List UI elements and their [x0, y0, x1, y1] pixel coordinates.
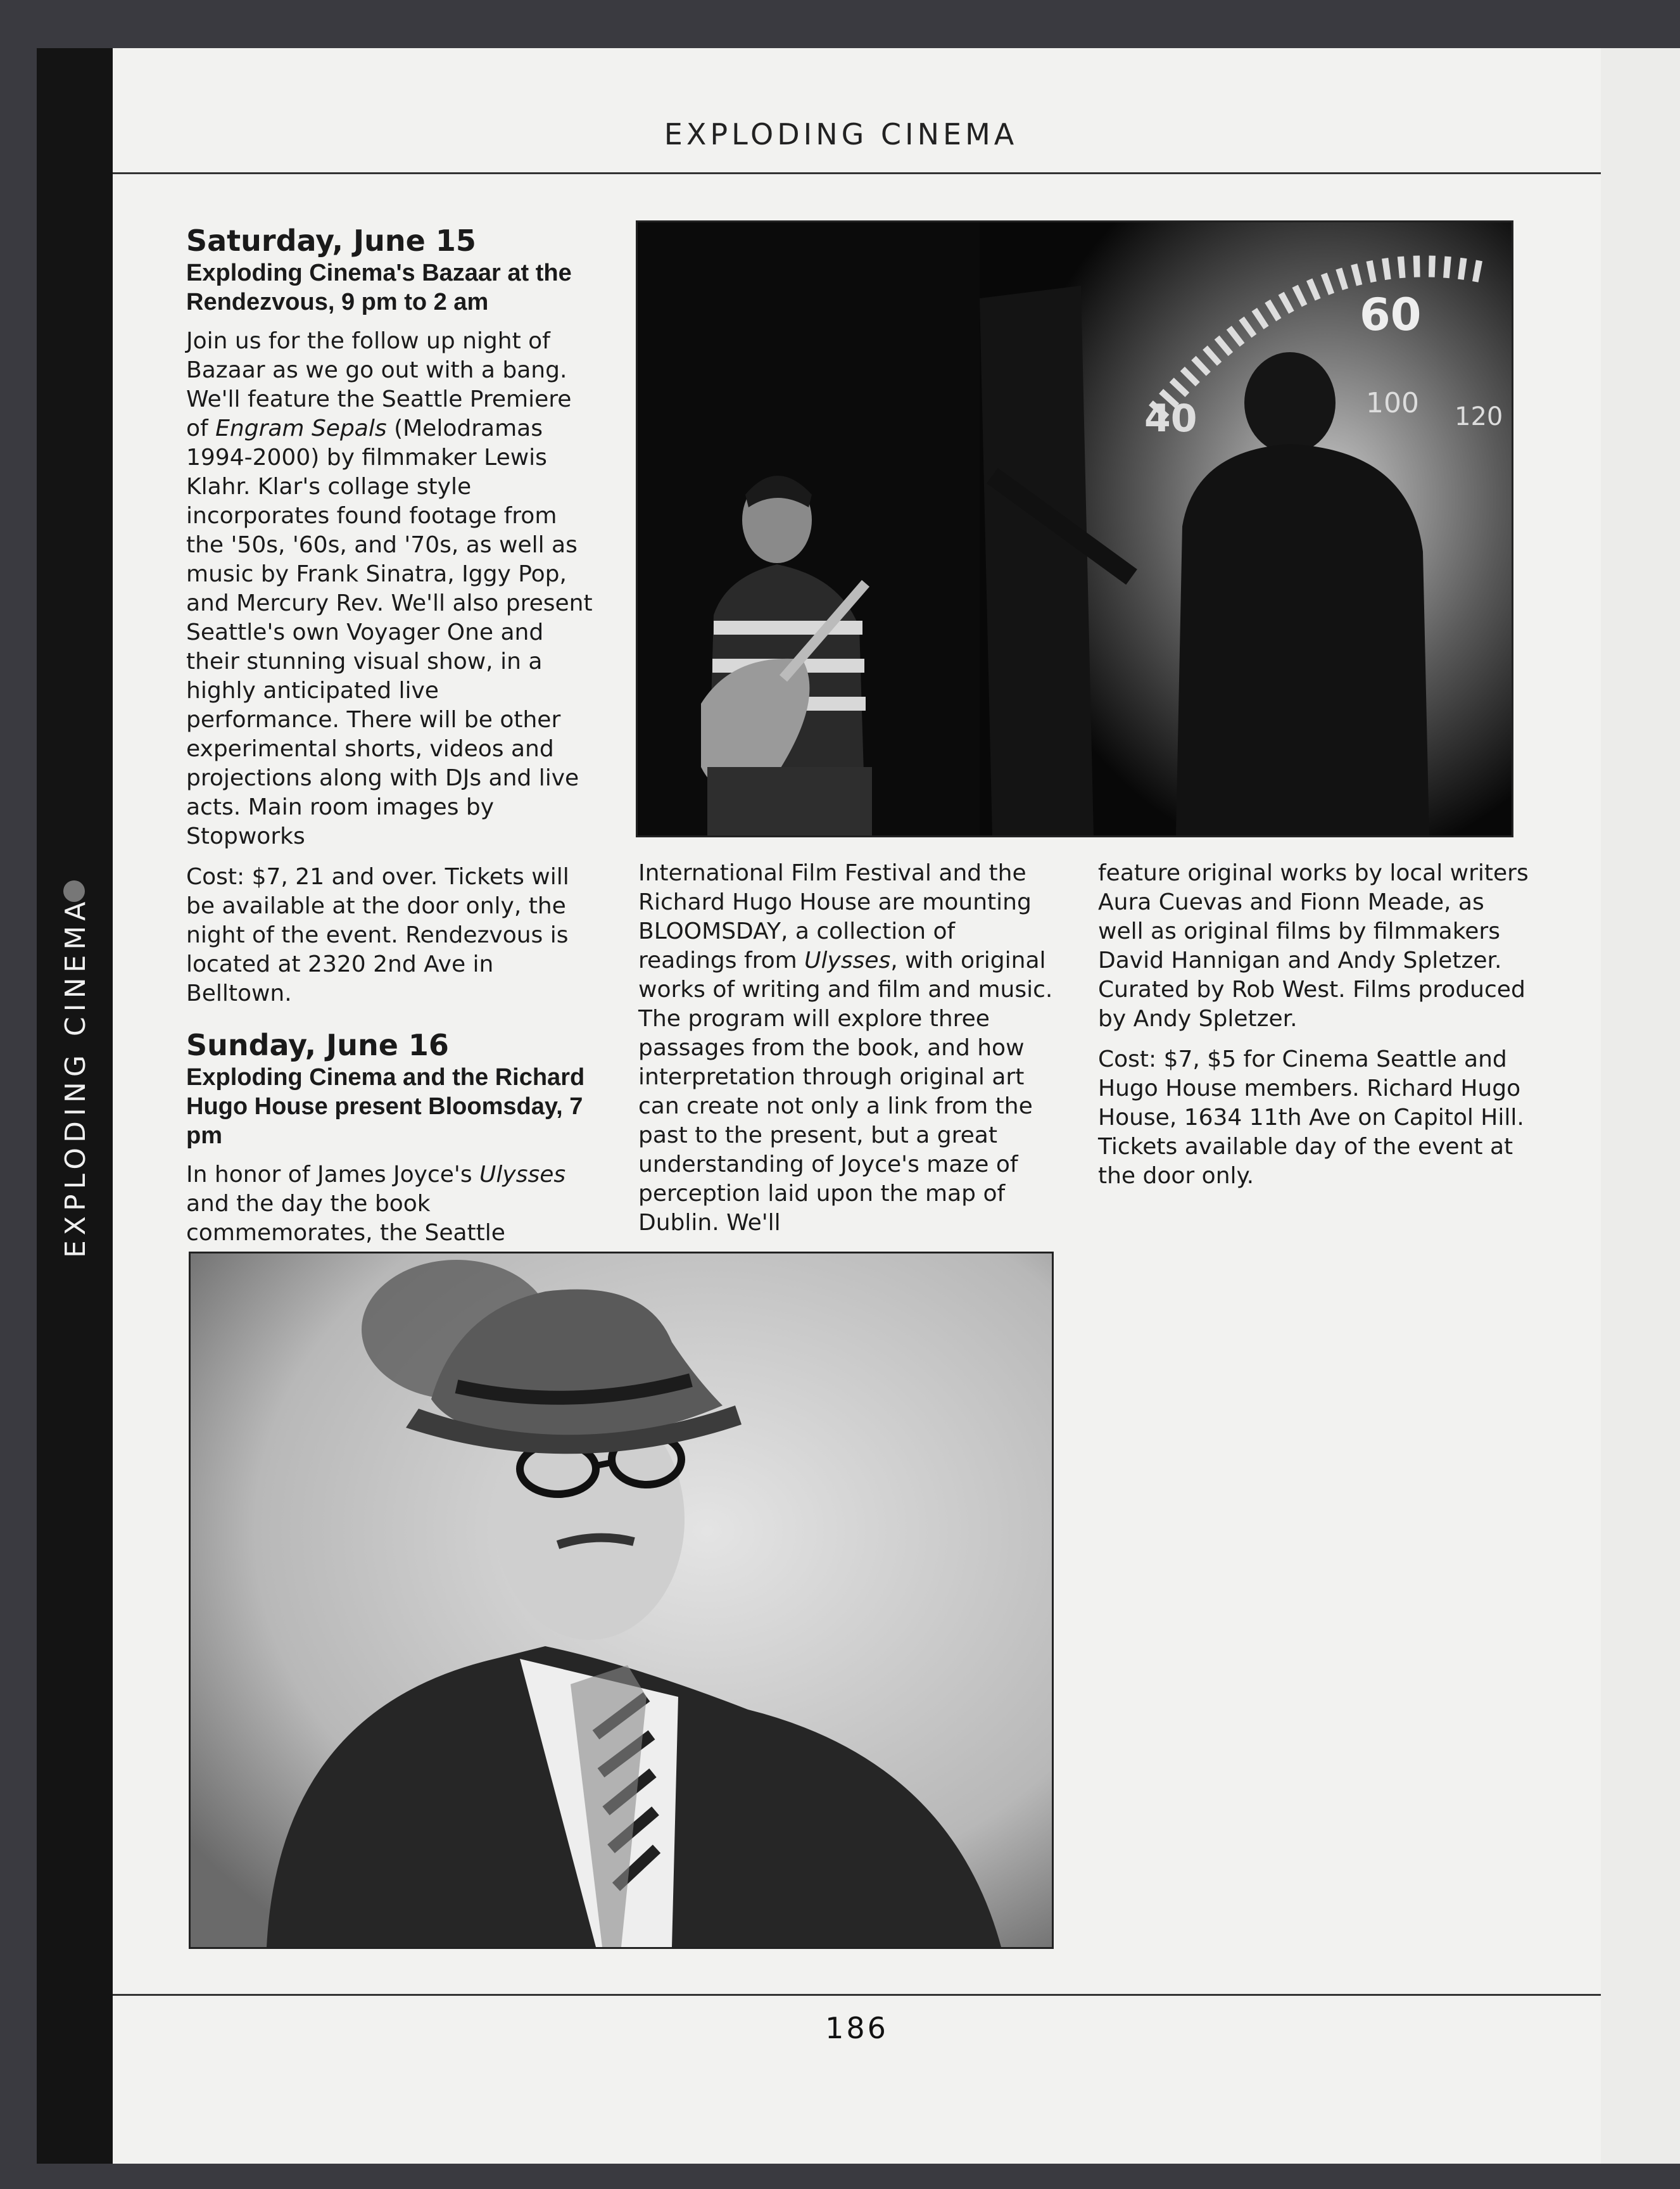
sunday-text-a: In honor of James Joyce's — [186, 1162, 480, 1188]
sunday-cost: Cost: $7, $5 for Cinema Seattle and Hugo House members. Richard Hugo House, 1634 11th Ave on Capitol Hill. Tickets available day of the event at the door only. — [1098, 1046, 1524, 1189]
header-rule — [113, 172, 1601, 174]
sunday-description-end: feature original works by local writers Aura Cuevas and Fionn Meade, as well as original films by filmmakers David Hannigan and Andy Spletzer. Curated by Rob West. Films produced by Andy Spletzer. — [1098, 860, 1529, 1032]
running-title: EXPLODING CINEMA — [664, 117, 1018, 151]
side-tab-label: EXPLODING CINEMA — [60, 896, 92, 1258]
sunday-heading: Sunday, June 16 — [186, 1028, 449, 1062]
sunday-description-middle — [638, 859, 1056, 1238]
sunday-event-title: Exploding Cinema and the Richard Hugo House present Bloomsday, 7 pm — [186, 1064, 585, 1149]
adjacent-page-edge — [1601, 48, 1680, 2164]
sunday-text-c: International Film Festival and the Richard Hugo House are mounting BLOOMSDAY, a collection of readings from — [638, 860, 1032, 974]
saturday-cost: Cost: $7, 21 and over. Tickets will be available at the door only, the night of the event. Rendezvous is located at 2320 2nd Ave in Belltown. — [186, 864, 569, 1006]
film-title: Engram Sepals — [215, 416, 387, 441]
left-column — [186, 223, 598, 1259]
saturday-text-b: (Melodramas 1994-2000) by filmmaker Lewis Klahr. Klar's collage style incorporates found footage from the '50s, '60s, and '70s, as well as music by Frank Sinatra, Iggy Pop, and Mercury Rev. We'll also present Seattle's own Voyager One and their stunning visual show, in a highly anticipated live performance. There will be other experimental shorts, videos and projections along with DJs and live acts. Main room images by Stopworks — [186, 416, 593, 849]
sunday-text-d: , with original works of writing and film and music. The program will explore three passages from the book, and how interpretation through original art can create not only a link from the past to the present, but a great understanding of Joyce's maze of perception laid upon the map of Dublin. We'll — [638, 948, 1053, 1236]
band-performance-photo — [636, 220, 1513, 837]
james-joyce-portrait — [189, 1252, 1054, 1949]
footer-rule — [113, 1994, 1601, 1996]
gauge-label-120: 120 — [1455, 402, 1503, 431]
sunday-description-start — [186, 1160, 598, 1248]
saturday-text-a: Join us for the follow up night of Bazaar as we go out with a bang. We'll feature the Seattle Premiere of — [186, 328, 572, 441]
book-title: Ulysses — [479, 1162, 566, 1188]
sunday-text-b: and the day the book commemorates, the Seattle — [186, 1191, 505, 1246]
saturday-heading: Saturday, June 15 — [186, 224, 476, 258]
gauge-label-60: 60 — [1360, 289, 1422, 341]
page-number: 186 — [825, 2011, 888, 2045]
gauge-label-40: 40 — [1144, 397, 1197, 441]
book-title-2: Ulysses — [804, 948, 891, 974]
saturday-description — [186, 327, 598, 851]
right-column — [1098, 859, 1529, 1202]
middle-column — [638, 859, 1056, 1249]
gauge-label-100: 100 — [1366, 387, 1419, 419]
saturday-event-title: Exploding Cinema's Bazaar at the Rendezvous, 9 pm to 2 am — [186, 260, 572, 315]
